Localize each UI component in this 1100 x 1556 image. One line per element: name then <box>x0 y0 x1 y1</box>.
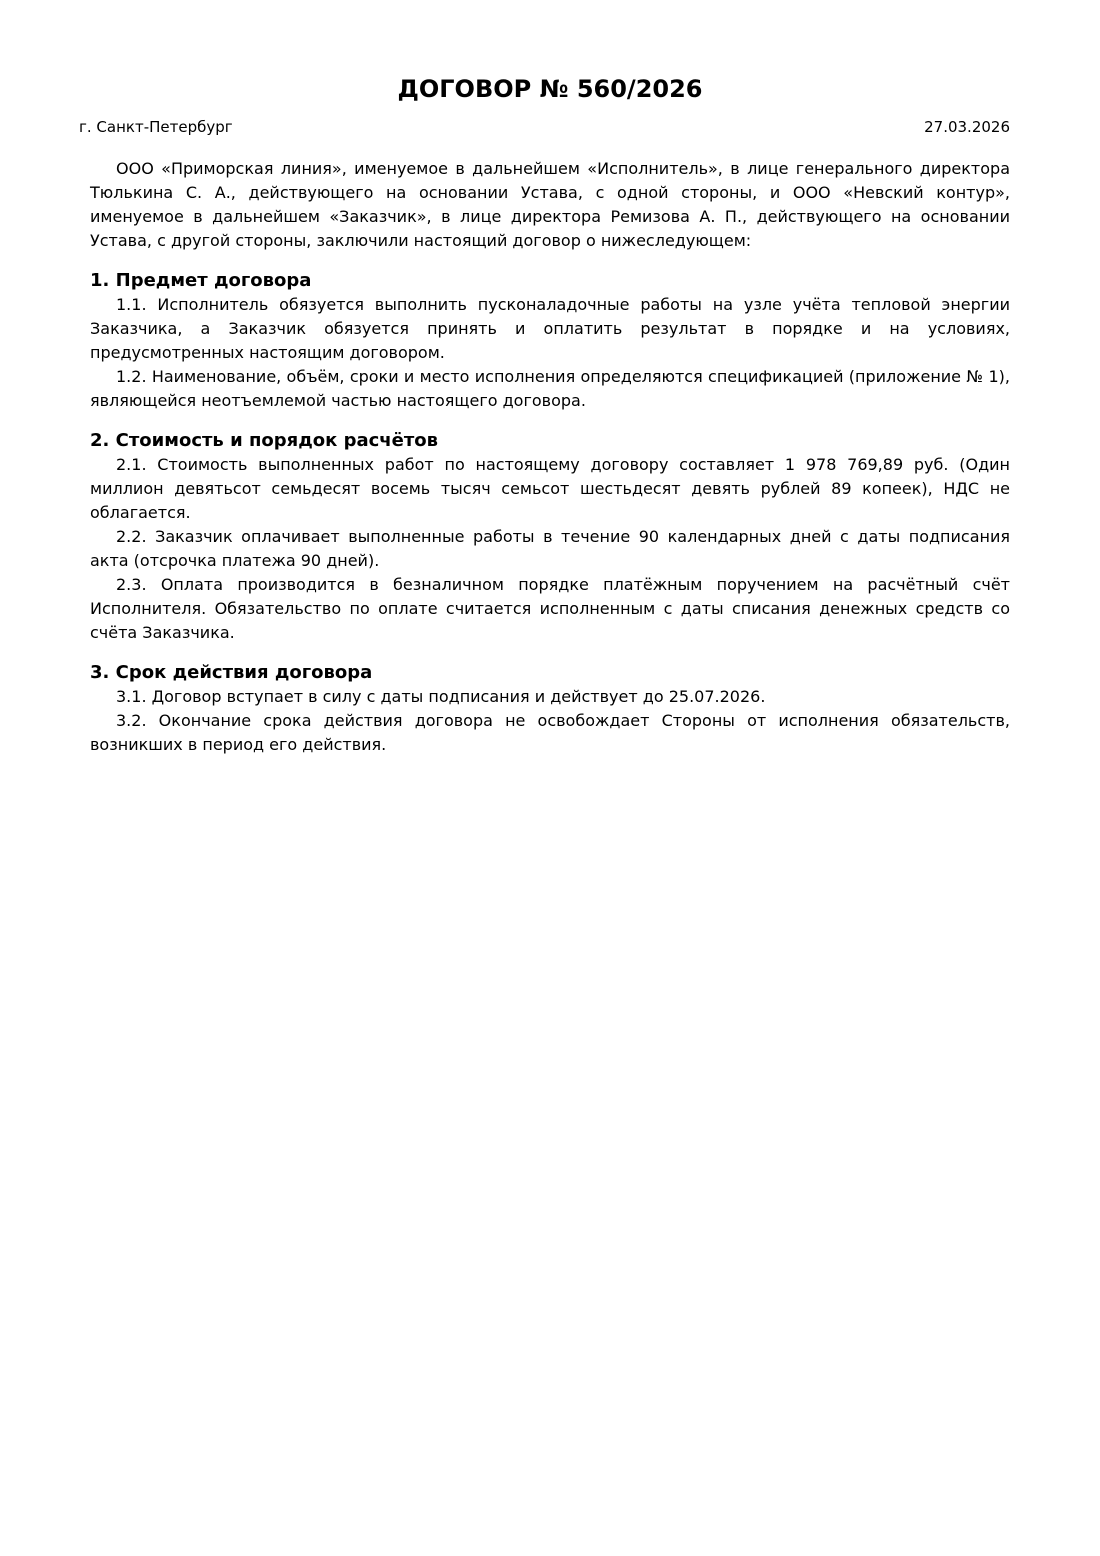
contract-city: г. Санкт-Петербург <box>79 118 233 136</box>
section-heading: 3. Срок действия договора <box>90 662 373 683</box>
clause: 1.2. Наименование, объём, сроки и место исполнения определяются спецификацией (приложение № 1), являющейся неотъемлемой частью настоящего договора. <box>90 367 1010 410</box>
contract-body <box>90 157 1010 757</box>
clause: 2.3. Оплата производится в безналичном порядке платёжным поручением на расчётный счёт Исполнителя. Обязательство по оплате считается исполненным с даты списания денежных средств со счёта Заказчика. <box>90 575 1010 642</box>
preamble: ООО «Приморская линия», именуемое в дальнейшем «Исполнитель», в лице генерального директора Тюлькина С. А., действующего на основании Устава, с одной стороны, и ООО «Невский контур», именуемое в дальнейшем «Заказчик», в лице директора Ремизова А. П., действующего на основании Устава, с другой стороны, заключили настоящий договор о нижеследующем: <box>90 159 1010 250</box>
section-payment <box>90 428 1010 645</box>
clause: 2.2. Заказчик оплачивает выполненные работы в течение 90 календарных дней с даты подписания акта (отсрочка платежа 90 дней). <box>90 527 1010 570</box>
clause: 3.2. Окончание срока действия договора не освобождает Стороны от исполнения обязательств, возникших в период его действия. <box>90 711 1010 754</box>
section-term <box>90 660 1010 757</box>
section-heading: 1. Предмет договора <box>90 270 312 291</box>
clause: 2.1. Стоимость выполненных работ по настоящему договору составляет 1 978 769,89 руб. (Один миллион девятьсот семьдесят восемь тысяч семьсот шестьдесят девять рублей 89 копеек), НДС не облагается. <box>90 455 1010 522</box>
clause: 1.1. Исполнитель обязуется выполнить пусконаладочные работы на узле учёта тепловой энергии Заказчика, а Заказчик обязуется принять и оплатить результат в порядке и на условиях, предусмотренных настоящим договором. <box>90 295 1010 362</box>
place-date-line <box>79 116 1010 138</box>
clause: 3.1. Договор вступает в силу с даты подписания и действует до 25.07.2026. <box>116 687 766 706</box>
section-heading: 2. Стоимость и порядок расчётов <box>90 430 439 451</box>
contract-date: 27.03.2026 <box>924 118 1010 136</box>
section-subject <box>90 268 1010 413</box>
contract-title: ДОГОВОР № 560/2026 <box>397 75 703 103</box>
